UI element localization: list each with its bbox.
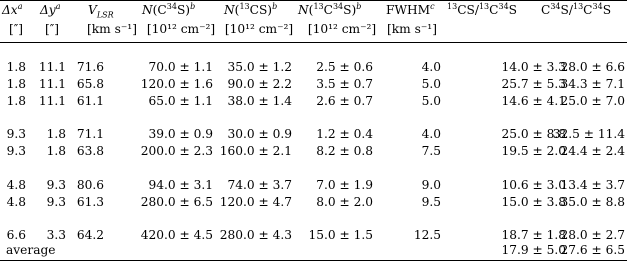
cell-ratio-c34s: 24.4 ± 2.4: [560, 144, 625, 158]
cell-dx: 9.3: [6, 144, 26, 158]
cell-dy: 9.3: [46, 178, 66, 192]
cell-dy: 3.3: [46, 228, 66, 242]
cell-n-13c34s: 7.0 ± 1.9: [316, 178, 373, 192]
cell-dy: 11.1: [38, 77, 66, 91]
header-ratio-13cs: $^{13}CS/^{13}C^{34}S$: [447, 2, 518, 17]
cell-vlsr: 61.1: [76, 94, 104, 108]
cell-n-13c34s: 8.2 ± 0.8: [316, 144, 373, 158]
unit-n-13c34s: [10¹² cm⁻²]: [307, 22, 377, 36]
unit-dy: [″]: [44, 22, 60, 36]
unit-vlsr: [km s⁻¹]: [87, 22, 137, 36]
cell-vlsr: 71.6: [76, 60, 104, 74]
cell-dy: 11.1: [38, 60, 66, 74]
header-vlsr: $V_{LSR}$: [88, 3, 114, 20]
unit-n-c34s: [10¹² cm⁻²]: [146, 22, 216, 36]
cell-vlsr: 64.2: [76, 228, 104, 242]
cell-ratio-13cs: 10.6 ± 3.0: [501, 178, 566, 192]
cell-n-13cs: 30.0 ± 0.9: [227, 127, 292, 141]
cell-fwhm: 5.0: [421, 77, 441, 91]
cell-n-13c34s: 15.0 ± 1.5: [308, 228, 373, 242]
cell-ratio-c34s: 35.0 ± 8.8: [560, 195, 625, 209]
cell-n-13c34s: 2.5 ± 0.6: [316, 60, 373, 74]
cell-n-13cs: 160.0 ± 2.1: [219, 144, 292, 158]
cell-ratio-c34s: 28.0 ± 6.6: [560, 60, 625, 74]
cell-ratio-c34s: 25.0 ± 7.0: [560, 94, 625, 108]
cell-n-c34s: 70.0 ± 1.1: [148, 60, 213, 74]
cell-dy: 11.1: [38, 94, 66, 108]
cell-n-13cs: 120.0 ± 4.7: [219, 195, 292, 209]
header-rule: [0, 42, 627, 43]
unit-dx: [″]: [8, 22, 24, 36]
cell-n-13c34s: 3.5 ± 0.7: [316, 77, 373, 91]
cell-n-c34s: 94.0 ± 3.1: [148, 178, 213, 192]
header-n-13c34s: $N(^{13}C^{34}S)^b$: [298, 2, 362, 17]
cell-dx: 6.6: [6, 228, 26, 242]
cell-n-c34s: 120.0 ± 1.6: [140, 77, 213, 91]
cell-n-13cs: 74.0 ± 3.7: [227, 178, 292, 192]
header-ratio-c34s: $C^{34}S/^{13}C^{34}S$: [541, 2, 612, 17]
cell-ratio-c34s: 34.3 ± 7.1: [560, 77, 625, 91]
header-fwhm: FWHM$^c$: [386, 2, 435, 17]
cell-dy: 1.8: [46, 144, 66, 158]
cell-ratio-13cs: 15.0 ± 3.8: [501, 195, 566, 209]
cell-dx: 4.8: [6, 178, 26, 192]
cell-n-13cs: 35.0 ± 1.2: [227, 60, 292, 74]
cell-ratio-13cs: 19.5 ± 2.0: [501, 144, 566, 158]
cell-n-c34s: 420.0 ± 4.5: [140, 228, 213, 242]
cell-fwhm: 4.0: [421, 127, 441, 141]
cell-vlsr: 63.8: [76, 144, 104, 158]
cell-ratio-13cs: 18.7 ± 1.8: [501, 228, 566, 242]
cell-fwhm: 7.5: [421, 144, 441, 158]
cell-dy: 1.8: [46, 127, 66, 141]
cell-ratio-13cs: 25.7 ± 5.3: [501, 77, 566, 91]
header-n-c34s: $N(C^{34}S)^b$: [142, 2, 196, 17]
unit-n-13cs: [10¹² cm⁻²]: [224, 22, 294, 36]
cell-vlsr: 80.6: [76, 178, 104, 192]
cell-ratio-c34s: 13.4 ± 3.7: [560, 178, 625, 192]
cell-n-13c34s: 1.2 ± 0.4: [316, 127, 373, 141]
unit-fwhm: [km s⁻¹]: [387, 22, 437, 36]
cell-fwhm: 12.5: [413, 228, 441, 242]
cell-dx: 1.8: [6, 77, 26, 91]
cell-dx: 1.8: [6, 94, 26, 108]
cell-ratio-13cs: 14.6 ± 4.1: [501, 94, 566, 108]
header-n-13cs: $N(^{13}CS)^b$: [224, 2, 278, 17]
cell-dx: 1.8: [6, 60, 26, 74]
cell-n-c34s: 200.0 ± 2.3: [140, 144, 213, 158]
cell-vlsr: 65.8: [76, 77, 104, 91]
cell-vlsr: 71.1: [76, 127, 104, 141]
average-ratio-13cs: 17.9 ± 5.0: [501, 243, 566, 257]
average-ratio-c34s: 27.6 ± 6.5: [560, 243, 625, 257]
average-label: average: [6, 243, 56, 257]
cell-dx: 9.3: [6, 127, 26, 141]
top-rule: [0, 0, 627, 1]
cell-n-13cs: 90.0 ± 2.2: [227, 77, 292, 91]
cell-vlsr: 61.3: [76, 195, 104, 209]
cell-n-13c34s: 2.6 ± 0.7: [316, 94, 373, 108]
cell-n-c34s: 39.0 ± 0.9: [148, 127, 213, 141]
cell-fwhm: 9.5: [421, 195, 441, 209]
cell-fwhm: 5.0: [421, 94, 441, 108]
cell-dy: 9.3: [46, 195, 66, 209]
cell-n-13c34s: 8.0 ± 2.0: [316, 195, 373, 209]
cell-ratio-c34s: 28.0 ± 2.7: [560, 228, 625, 242]
cell-dx: 4.8: [6, 195, 26, 209]
cell-n-c34s: 280.0 ± 6.5: [140, 195, 213, 209]
cell-ratio-13cs: 14.0 ± 3.3: [501, 60, 566, 74]
cell-fwhm: 9.0: [421, 178, 441, 192]
cell-ratio-13cs: 25.0 ± 8.8: [501, 127, 566, 141]
header-dy: $\Delta y^a$: [40, 2, 61, 17]
cell-n-13cs: 38.0 ± 1.4: [227, 94, 292, 108]
header-dx: $\Delta x^a$: [2, 2, 23, 17]
cell-ratio-c34s: 32.5 ± 11.4: [552, 127, 625, 141]
cell-n-c34s: 65.0 ± 1.1: [148, 94, 213, 108]
cell-fwhm: 4.0: [421, 60, 441, 74]
cell-n-13cs: 280.0 ± 4.3: [219, 228, 292, 242]
